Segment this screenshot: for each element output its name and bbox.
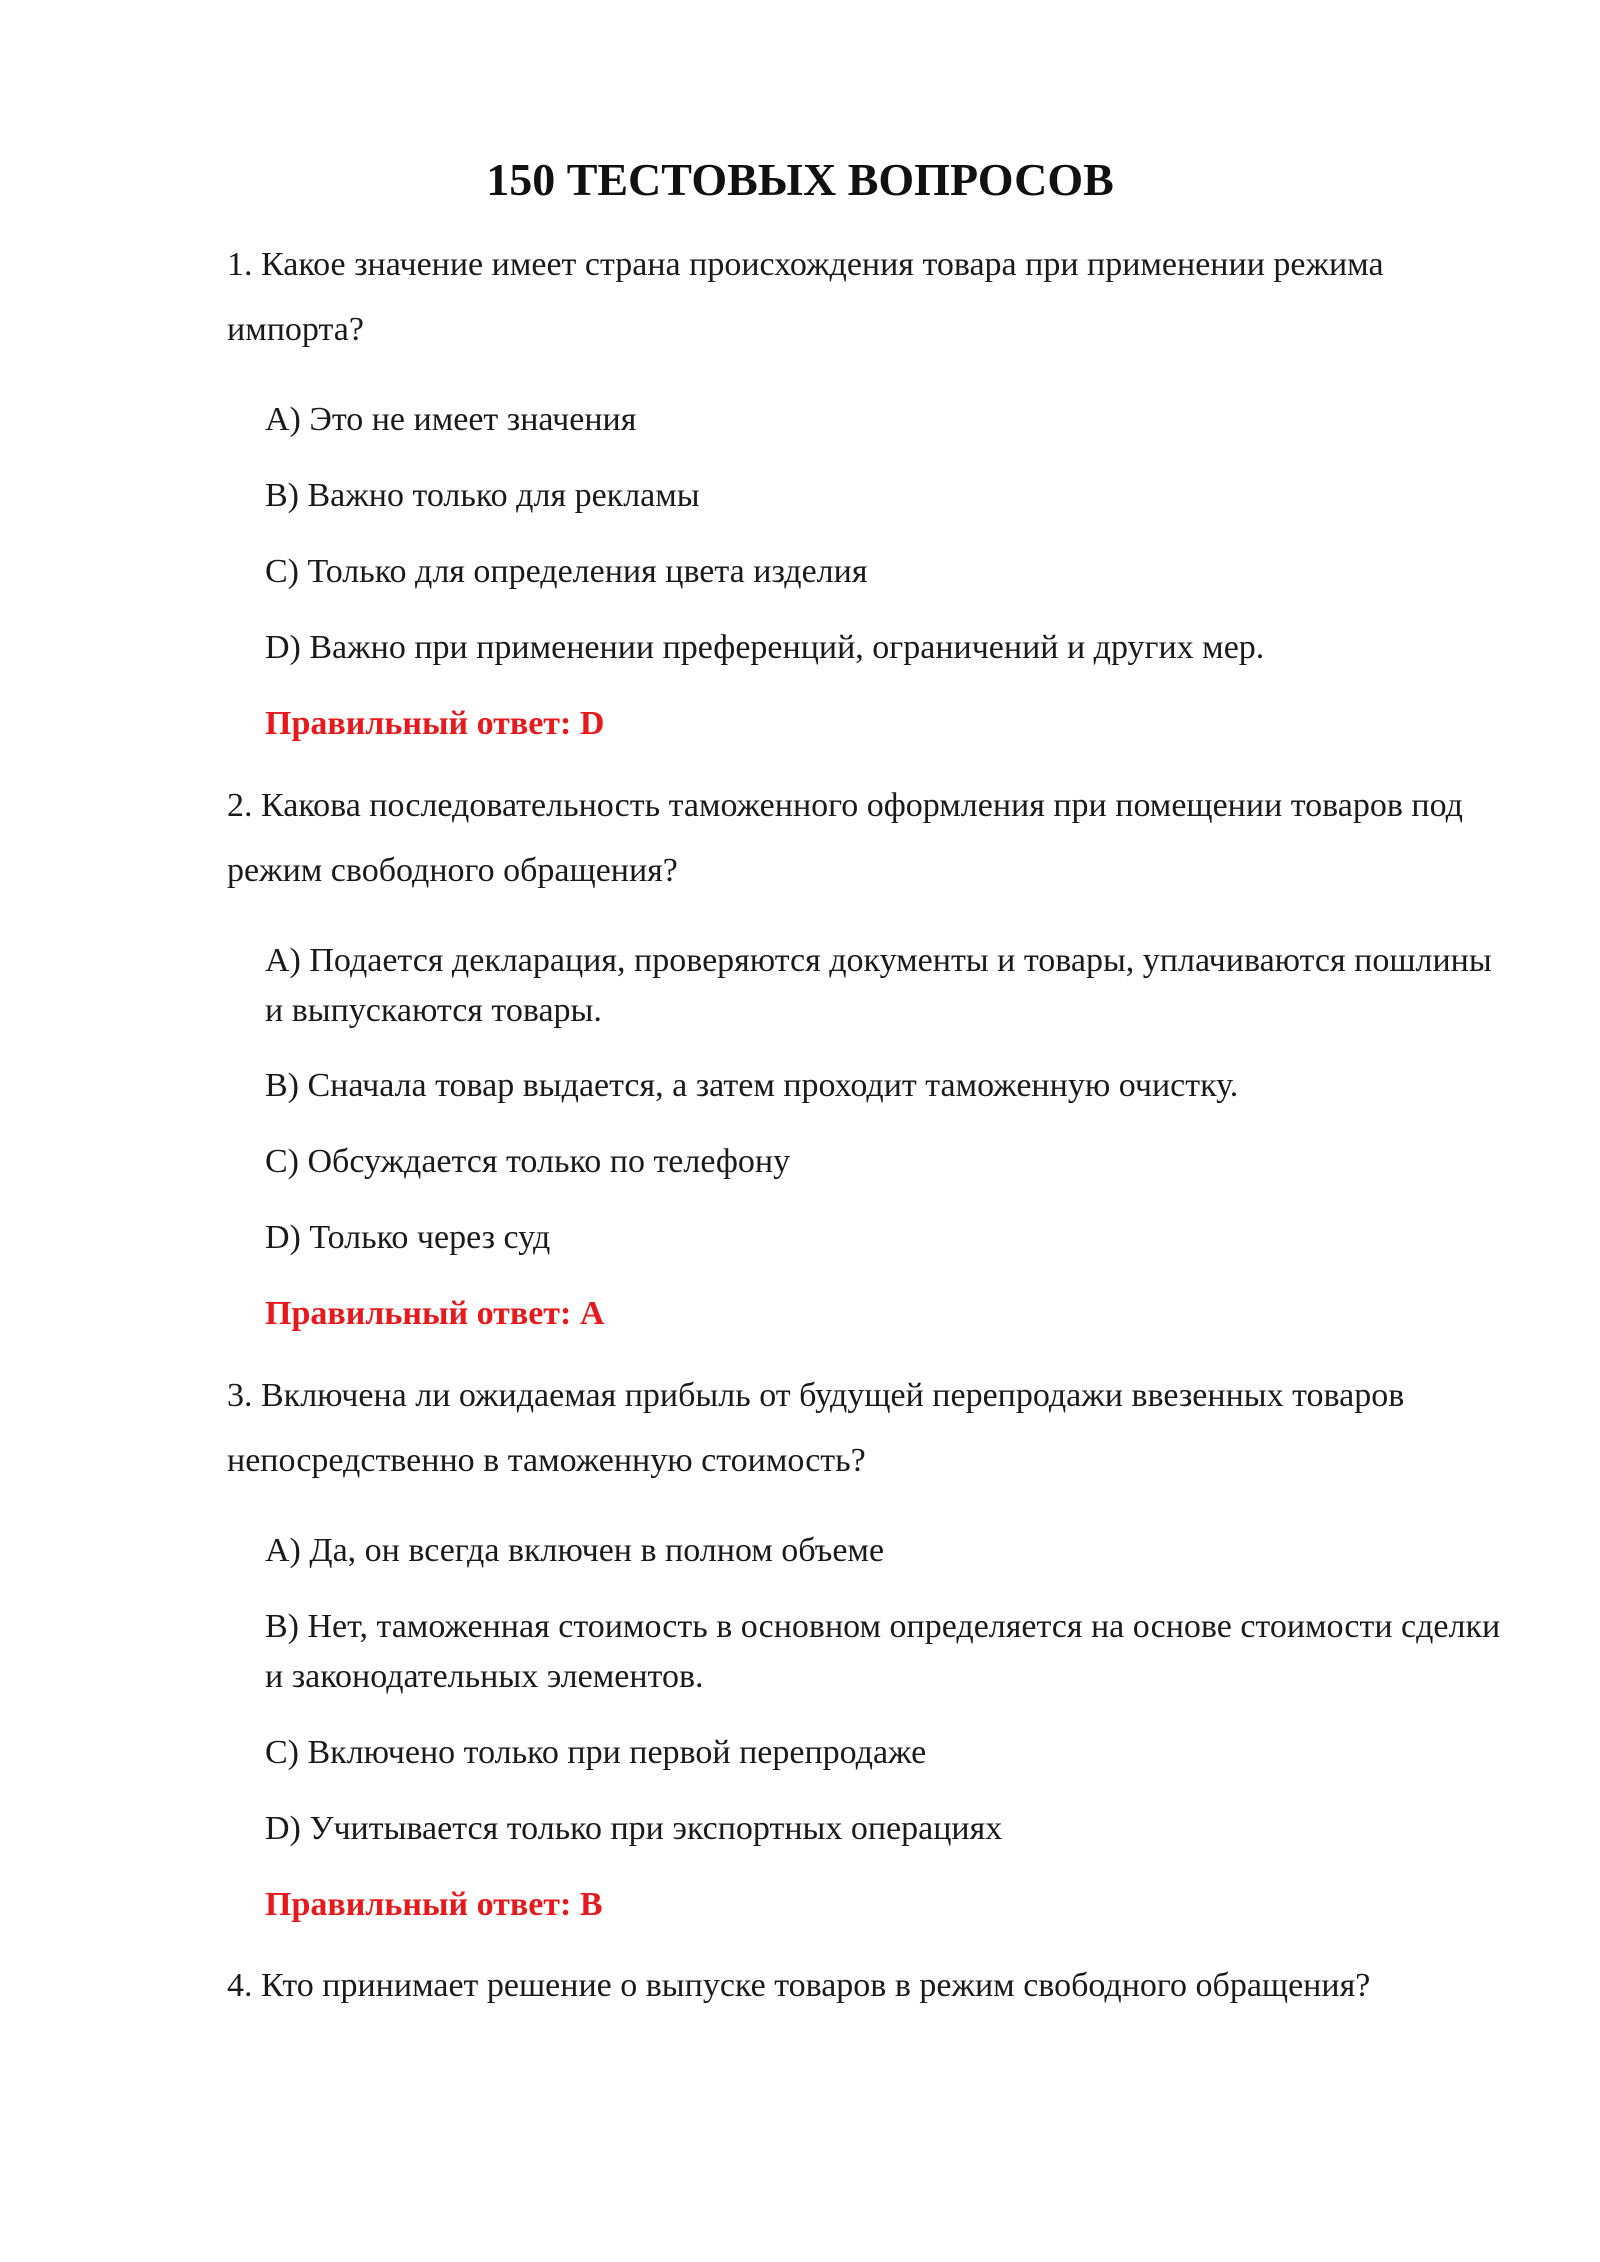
question-3-option-c: C) Включено только при первой перепродаже (265, 1734, 927, 1771)
question-1-option-c: C) Только для определения цвета изделия (265, 553, 868, 590)
question-3-option-d: D) Учитывается только при экспортных операциях (265, 1810, 1003, 1847)
question-1-option-b: B) Важно только для рекламы (265, 477, 700, 514)
question-1-text: 1. Какое значение имеет страна происхождения товара при применении режима импорта? (227, 246, 1384, 348)
question-1-answer: Правильный ответ: D (265, 705, 605, 742)
question-3-option-a: A) Да, он всегда включен в полном объеме (265, 1532, 885, 1569)
question-3-option-b: B) Нет, таможенная стоимость в основном определяется на основе стоимости сделки и законодательных элементов. (265, 1608, 1501, 1695)
question-2-text: 2. Какова последовательность таможенного оформления при помещении товаров под режим свободного обращения? (227, 787, 1463, 889)
question-2-option-b: B) Сначала товар выдается, а затем проходит таможенную очистку. (265, 1067, 1239, 1104)
question-3-text: 3. Включена ли ожидаемая прибыль от будущей перепродажи ввезенных товаров непосредственно в таможенную стоимость? (227, 1377, 1405, 1479)
document-title: 150 ТЕСТОВЫХ ВОПРОСОВ (486, 154, 1114, 205)
question-2-option-a: A) Подается декларация, проверяются документы и товары, уплачиваются пошлины и выпускаются товары. (265, 942, 1492, 1029)
question-3-answer: Правильный ответ: B (265, 1886, 603, 1923)
question-2-option-c: C) Обсуждается только по телефону (265, 1143, 791, 1180)
question-1-option-d: D) Важно при применении преференций, ограничений и других мер. (265, 629, 1265, 666)
question-2-answer: Правильный ответ: A (265, 1295, 605, 1332)
question-4-text: 4. Кто принимает решение о выпуске товаров в режим свободного обращения? (227, 1967, 1371, 2004)
question-2-option-d: D) Только через суд (265, 1219, 551, 1256)
question-1-option-a: A) Это не имеет значения (265, 401, 637, 438)
